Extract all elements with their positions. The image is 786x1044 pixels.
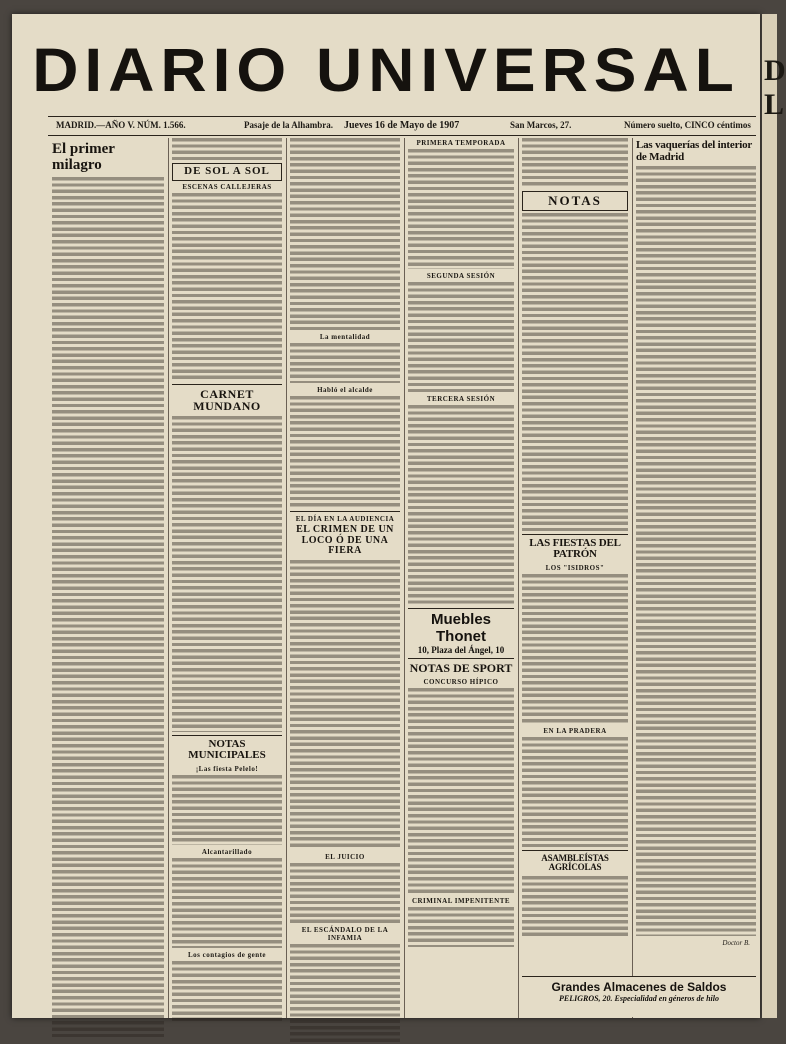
section-rule	[408, 658, 514, 659]
section-subheading: ¡Las fiesta Pelelo!	[195, 764, 259, 773]
section-subheading: EL ESCÁNDALO DE LA INFAMIA	[301, 925, 389, 942]
section-subheading: Habló el alcalde	[317, 386, 373, 394]
column-divider	[168, 138, 169, 1018]
article-body	[172, 858, 282, 948]
article-body	[290, 560, 400, 850]
issue-price: Número suelto, CINCO céntimos	[624, 120, 751, 130]
section-heading: LAS FIESTAS DEL PATRÓN	[529, 536, 621, 561]
footer-ad	[522, 976, 756, 1017]
issue-date: Jueves 16 de Mayo de 1907	[344, 120, 460, 131]
article-body	[172, 138, 282, 160]
ad-title: Muebles Thonet	[430, 611, 491, 645]
footer-ad-title: Grandes Almacenes de Saldos	[551, 980, 727, 994]
article-body	[172, 416, 282, 732]
masthead-rule-top	[48, 116, 756, 117]
section-subheading: EN LA PRADERA	[543, 726, 607, 735]
section-subheading: Alcantarillado	[201, 847, 253, 856]
section-heading: EL CRIMEN DE UN LOCO Ó DE UNA FIERA	[296, 524, 394, 556]
newspaper-page	[12, 14, 760, 1018]
column-divider	[404, 138, 405, 1018]
section-subheading: PRIMERA TEMPORADA	[416, 139, 506, 147]
section-rule	[408, 608, 514, 609]
article-signature: Doctor B.	[722, 939, 750, 948]
section-subheading: CONCURSO HÍPICO	[423, 677, 499, 686]
article-body	[290, 944, 400, 1044]
section-heading: DE SOL A SOL	[184, 165, 270, 177]
column-divider	[632, 138, 633, 1018]
column-1	[52, 138, 164, 1018]
section-heading: ASAMBLEÍSTAS AGRÍCOLAS	[541, 852, 609, 873]
section-rule	[290, 511, 400, 512]
section-subheading: ESCENAS CALLEJERAS	[182, 182, 272, 191]
article-body	[290, 343, 400, 383]
section-subheading: EL DÍA EN LA AUDIENCIA	[295, 515, 395, 523]
section-subheading: TERCERA SESIÓN	[426, 395, 496, 403]
adjacent-page-letters: D L	[764, 54, 786, 121]
section-subheading: Los contagios de gente	[187, 950, 267, 959]
masthead-title: DIARIO UNIVERSAL	[32, 35, 740, 105]
section-subheading: LOS "ISIDROS"	[545, 563, 605, 572]
column-6	[636, 138, 756, 1018]
dateline	[52, 120, 752, 134]
article-body	[408, 688, 514, 894]
article-body	[636, 166, 756, 936]
article-body	[522, 213, 628, 531]
office-address: Pasaje de la Alhambra.	[244, 120, 333, 130]
article-body	[408, 282, 514, 392]
article-body	[172, 775, 282, 845]
article-body	[172, 961, 282, 1021]
column-5	[522, 138, 628, 1018]
article-body	[52, 177, 164, 1037]
section-heading: NOTAS DE SPORT	[409, 661, 513, 675]
article-body	[408, 907, 514, 947]
article-body	[522, 737, 628, 847]
article-body	[290, 138, 400, 330]
column-divider	[518, 138, 519, 1018]
article-body	[522, 876, 628, 936]
masthead-rule-bottom	[48, 135, 756, 136]
section-rule	[522, 850, 628, 851]
adjacent-page-strip	[762, 14, 786, 1018]
section-subheading: EL JUICIO	[325, 852, 365, 861]
edition-number: MADRID.—AÑO V. NÚM. 1.566.	[56, 120, 186, 130]
ad-address: 10, Plaza del Ángel, 10	[417, 645, 505, 655]
article-body	[522, 138, 628, 188]
article-body	[172, 193, 282, 381]
section-heading: NOTAS MUNICIPALES	[188, 737, 266, 762]
footer-ad-tagline: PELIGROS, 20. Especialidad en géneros de hilo	[558, 994, 719, 1004]
article-body	[290, 396, 400, 508]
column-2	[172, 138, 282, 1018]
section-subheading: La mentalidad	[319, 333, 371, 341]
section-heading: NOTAS	[548, 193, 602, 208]
street-address: San Marcos, 27.	[510, 120, 572, 130]
section-subheading: CRIMINAL IMPENITENTE	[411, 896, 511, 905]
section-rule	[172, 384, 282, 385]
section-heading: CARNET MUNDANO	[193, 386, 261, 414]
article-body	[408, 405, 514, 605]
section-box	[522, 191, 628, 211]
section-rule	[522, 534, 628, 535]
section-subheading: SEGUNDA SESIÓN	[426, 272, 496, 280]
article-body	[290, 863, 400, 923]
article-heading: Las vaquerías del interior de Madrid	[636, 139, 752, 163]
section-rule	[172, 735, 282, 736]
article-body	[522, 574, 628, 724]
section-box	[172, 163, 282, 181]
column-divider	[286, 138, 287, 1018]
column-4	[408, 138, 514, 1018]
article-body	[408, 149, 514, 269]
column-3	[290, 138, 400, 1018]
article-heading: El primer milagro	[52, 141, 115, 173]
